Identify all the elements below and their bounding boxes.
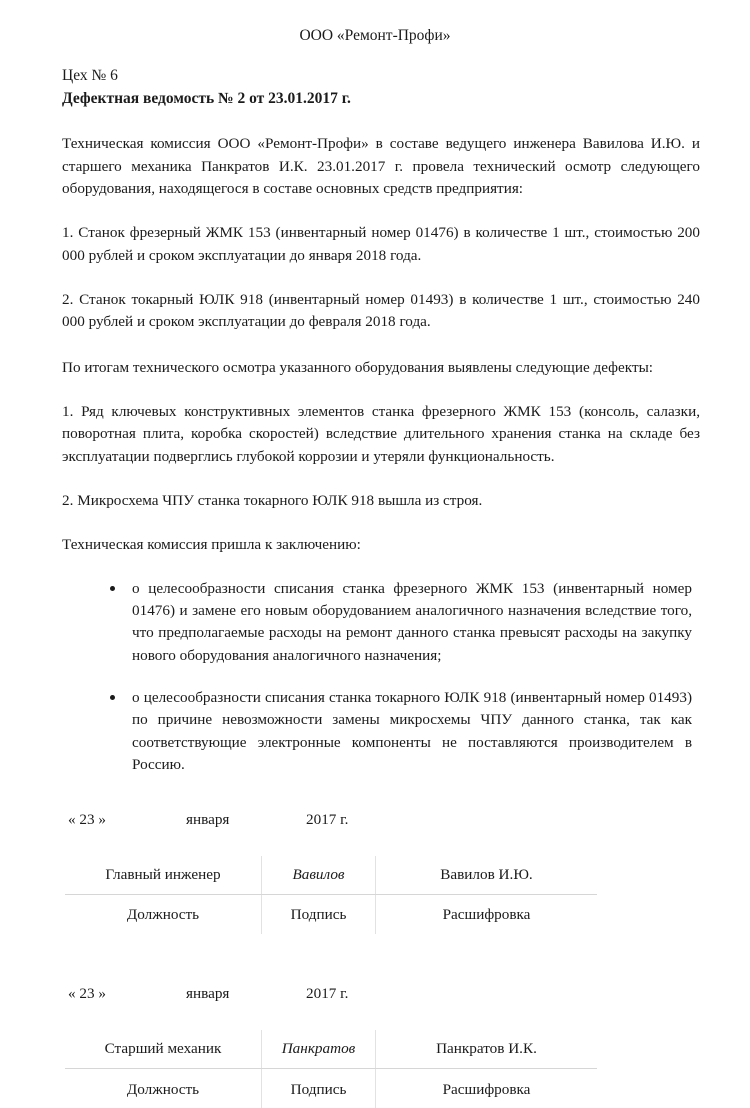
date-month: января (186, 984, 230, 1002)
conclusion-list-item (110, 578, 700, 667)
signatory-name: Вавилов И.Ю. (376, 856, 598, 895)
label-position: Должность (126, 906, 200, 924)
intro-paragraph: Техническая комиссия ООО «Ремонт-Профи» в составе ведущего инженера Вавилова И.Ю. и старшего механика Панкратов И.К. 23.01.2017 г. провела технический осмотр следующего оборудования, находящегося в составе основных средств предприятия: (62, 135, 700, 197)
conclusion-item-text: о целесообразности списания станка токарного ЮЛК 918 (инвентарный номер 01493) по причине невозможности замены микросхемы ЧПУ данного станка, так как соответствующие электронные компоненты не поставляются производителем в Россию. (132, 689, 692, 774)
conclusion-item-text: о целесообразности списания станка фрезерного ЖМК 153 (инвентарный номер 01476) и замене его новым оборудованием аналогичного назначения вследствие того, что предполагаемые расходы на ремонт данного станка превысят расходы на закупку нового оборудования аналогичного назначения; (132, 579, 692, 664)
table-row (65, 894, 597, 934)
label-position: Должность (126, 1080, 200, 1098)
shop-number: Цех № 6 (62, 66, 118, 84)
document-title: Дефектная ведомость № 2 от 23.01.2017 г. (62, 89, 351, 107)
equipment-item-1: 1. Станок фрезерный ЖМК 153 (инвентарный номер 01476) в количестве 1 шт., стоимостью 200 000 рублей и сроком эксплуатации до января 2018 года. (62, 224, 700, 264)
signatory-position: Старший механик (65, 1030, 262, 1069)
signatory-signature: Вавилов (262, 856, 376, 895)
signature-date (68, 809, 700, 830)
conclusion-list (62, 578, 700, 777)
label-signature: Подпись (262, 894, 376, 934)
table-row (65, 1030, 597, 1069)
date-day: « 23 » (68, 984, 106, 1002)
defects-heading: По итогам технического осмотра указанного оборудования выявлены следующие дефекты: (62, 358, 654, 376)
conclusion-heading: Техническая комиссия пришла к заключению: (62, 536, 361, 554)
signature-table (65, 1030, 597, 1108)
label-name: Расшифровка (376, 894, 598, 934)
label-signature: Подпись (262, 1069, 376, 1108)
signature-table (65, 856, 597, 934)
date-year: 2017 г. (306, 810, 349, 828)
signatory-signature: Панкратов (262, 1030, 376, 1069)
label-name: Расшифровка (376, 1069, 598, 1108)
bullet-dot-icon (110, 586, 115, 591)
defect-item-1: 1. Ряд ключевых конструктивных элементов станка фрезерного ЖМК 153 (консоль, салазки, поворотная плита, коробка скоростей) вследствие длительного хранения станка на складе без эксплуатации подверглись глубокой коррозии и утеряли функциональность. (62, 403, 700, 465)
signatory-position: Главный инженер (65, 856, 262, 895)
equipment-item-2: 2. Станок токарный ЮЛК 918 (инвентарный номер 01493) в количестве 1 шт., стоимостью 240 000 рублей и сроком эксплуатации до февраля 2018 года. (62, 291, 700, 331)
signature-block-mechanic (62, 983, 700, 1108)
organization-name: ООО «Ремонт-Профи» (299, 27, 451, 44)
table-row (65, 856, 597, 895)
signatory-name: Панкратов И.К. (376, 1030, 598, 1069)
date-day: « 23 » (68, 810, 106, 828)
signature-block-engineer (62, 809, 700, 934)
date-month: января (186, 810, 230, 828)
signature-date (68, 983, 700, 1004)
table-row (65, 1069, 597, 1108)
date-year: 2017 г. (306, 984, 349, 1002)
conclusion-list-item (110, 687, 700, 776)
defect-item-2: 2. Микросхема ЧПУ станка токарного ЮЛК 918 вышла из строя. (62, 492, 483, 510)
bullet-dot-icon (110, 695, 115, 700)
